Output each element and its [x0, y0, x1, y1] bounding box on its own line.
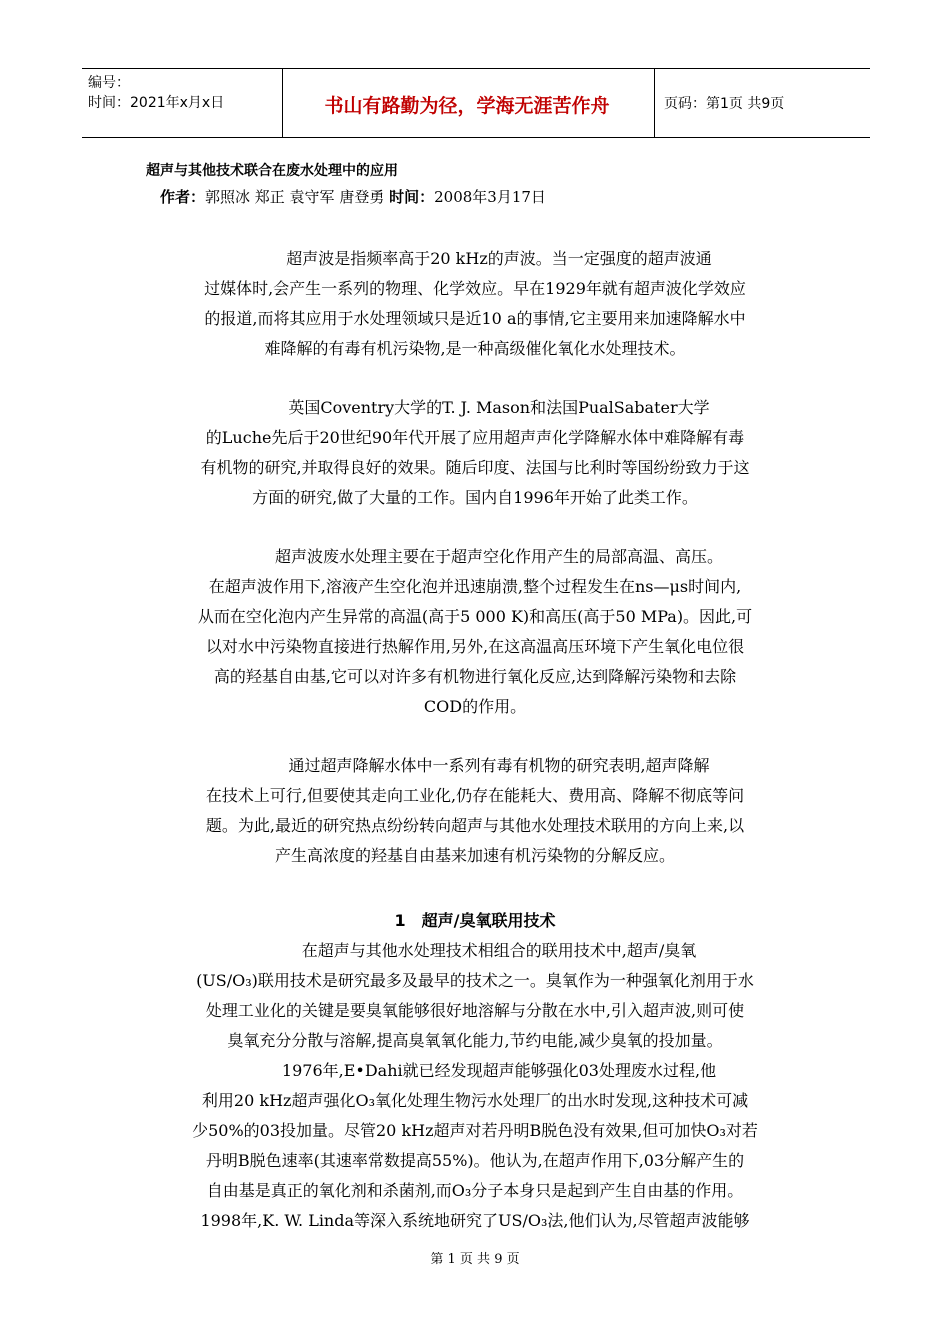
section-heading: 1 超声/臭氧联用技术 — [394, 911, 556, 930]
date-value: 2008年3月17日 — [434, 188, 546, 206]
paragraph-line: 过媒体时,会产生一系列的物理、化学效应。早在1929年就有超声波化学效应 — [204, 279, 746, 298]
paragraph-line: 英国Coventry大学的T. J. Mason和法国PualSabater大学 — [240, 398, 710, 417]
body-paragraph — [0, 542, 950, 722]
paragraph-line: 1998年,K. W. Linda等深入系统地研究了US/O₃法,他们认为,尽管超声波能够 — [200, 1211, 750, 1230]
paragraph-line: COD的作用。 — [423, 697, 527, 716]
paragraph-line: 题。为此,最近的研究热点纷纷转向超声与其他水处理技术联用的方向上来,以 — [205, 816, 745, 835]
paragraph-line: 少50%的03投加量。尽管20 kHz超声对若丹明B脱色没有效果,但可加快O₃对若 — [192, 1121, 758, 1140]
paragraph-line: 1976年,E•Dahi就已经发现超声能够强化03处理废水过程,他 — [233, 1061, 717, 1080]
body-paragraph — [0, 751, 950, 871]
header-divider — [654, 69, 655, 137]
authors: 郭照冰 郑正 袁守军 唐登勇 — [205, 188, 385, 206]
paragraph-line: 通过超声降解水体中一系列有毒有机物的研究表明,超声降解 — [240, 756, 710, 775]
paragraph-line: 在超声与其他水处理技术相组合的联用技术中,超声/臭氧 — [253, 941, 697, 960]
paragraph-line: 的报道,而将其应用于水处理领域只是近10 a的事情,它主要用来加速降解水中 — [204, 309, 746, 328]
author-label: 作者： — [160, 188, 206, 206]
paragraph-line: 超声波是指频率高于20 kHz的声波。当一定强度的超声波通 — [238, 249, 712, 268]
paragraph-gap — [0, 871, 950, 900]
paragraph-line: 产生高浓度的羟基自由基来加速有机污染物的分解反应。 — [274, 846, 675, 865]
paragraph-line: 丹明B脱色速率(其速率常数提高55%)。他认为,在超声作用下,03分解产生的 — [205, 1151, 745, 1170]
page-footer: 第 1 页 共 9 页 — [430, 1252, 520, 1267]
paragraph-line: 难降解的有毒有机污染物,是一种高级催化氧化水处理技术。 — [264, 339, 686, 358]
section-paragraph — [0, 936, 950, 1236]
paragraph-line: 有机物的研究,并取得良好的效果。随后印度、法国与比利时等国纷纷致力于这 — [200, 458, 750, 477]
paragraph-line: 超声波废水处理主要在于超声空化作用产生的局部高温、高压。 — [226, 547, 723, 566]
paragraph-gap — [0, 722, 950, 751]
article-body — [0, 244, 950, 1236]
paragraph-line: (US/O₃)联用技术是研究最多及最早的技术之一。臭氧作为一种强氧化剂用于水 — [196, 971, 754, 990]
header-time: 时间：2021年x月x日 — [88, 95, 225, 111]
paragraph-line: 自由基是真正的氧化剂和杀菌剂,而O₃分子本身只是起到产生自由基的作用。 — [206, 1181, 744, 1200]
header-info — [88, 73, 224, 113]
paragraph-line: 高的羟基自由基,它可以对许多有机物进行氧化反应,达到降解污染物和去除 — [213, 667, 737, 686]
paragraph-gap — [0, 364, 950, 393]
paragraph-line: 在超声波作用下,溶液产生空化泡并迅速崩溃,整个过程发生在ns—μs时间内, — [208, 577, 742, 596]
header-number: 编号： — [88, 75, 130, 91]
paragraph-line: 处理工业化的关键是要臭氧能够很好地溶解与分散在水中,引入超声波,则可使 — [205, 1001, 745, 1020]
article-meta — [160, 186, 546, 207]
paragraph-line: 以对水中污染物直接进行热解作用,另外,在这高温高压环境下产生氧化电位很 — [205, 637, 745, 656]
body-paragraph — [0, 393, 950, 513]
paragraph-gap — [0, 513, 950, 542]
paragraph-line: 在技术上可行,但要使其走向工业化,仍存在能耗大、费用高、降解不彻底等问 — [205, 786, 745, 805]
date-label: 时间： — [389, 188, 435, 206]
paragraph-line: 方面的研究,做了大量的工作。国内自1996年开始了此类工作。 — [252, 488, 698, 507]
header-page-number: 页码：第1页 共9页 — [664, 96, 785, 112]
body-paragraph — [0, 244, 950, 364]
paragraphs — [0, 244, 950, 900]
paragraph-line: 利用20 kHz超声强化O₃氧化处理生物污水处理厂的出水时发现,这种技术可减 — [201, 1091, 749, 1110]
paragraph-line: 的Luche先后于20世纪90年代开展了应用超声声化学降解水体中难降解有毒 — [205, 428, 745, 447]
header-motto: 书山有路勤为径，学海无涯苦作舟 — [324, 95, 610, 117]
article-title: 超声与其他技术联合在废水处理中的应用 — [146, 163, 398, 179]
paragraph-line: 臭氧充分分散与溶解,提高臭氧氧化能力,节约电能,减少臭氧的投加量。 — [227, 1031, 723, 1050]
page-header — [82, 68, 870, 138]
paragraph-line: 从而在空化泡内产生异常的高温(高于5 000 K)和高压(高于50 MPa)。因此,可 — [197, 607, 753, 626]
